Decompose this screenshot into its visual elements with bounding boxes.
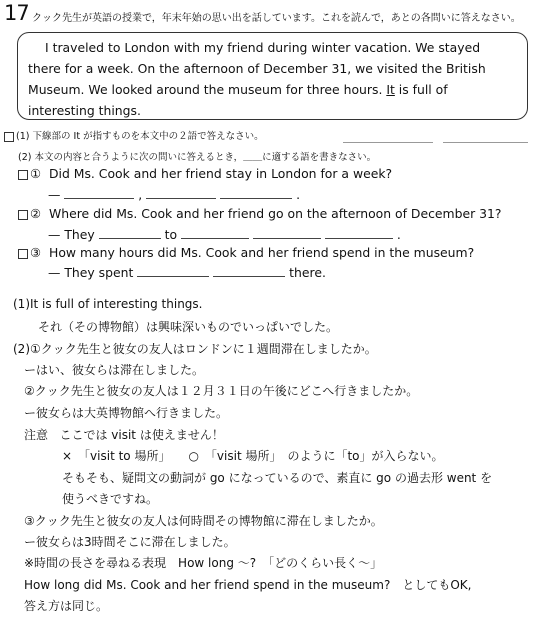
q2-3-text: How many hours did Ms. Cook and her friend spend in the museum? <box>49 245 475 260</box>
checkbox-icon <box>4 132 14 142</box>
q2-1-text: Did Ms. Cook and her friend stay in London for a week? <box>49 166 393 181</box>
comma: , <box>138 187 143 202</box>
period: . <box>396 227 401 242</box>
note-text: ここでは visit は使えません！ <box>59 428 224 442</box>
answer-2-1-question: (2)①クック先生と彼女の友人はロンドンに１週間滞在しましたか。 <box>13 342 377 356</box>
dash: — <box>48 187 61 202</box>
blank[interactable] <box>181 226 249 239</box>
q2-label: (2) <box>18 152 32 163</box>
answer-2-3-question: ③クック先生と彼女の友人は何時間その博物館に滞在しましたか。 <box>24 514 383 528</box>
answer-2-2 <box>48 226 401 242</box>
passage-line-1: I traveled to London with my friend during winter vacation. We stayed <box>45 40 481 55</box>
blank[interactable] <box>253 226 321 239</box>
q2-text: 本文の内容と合うように次の問いに答えるとき，＿＿に適する語を書きなさい。 <box>34 152 377 163</box>
answer-1: (1)It is full of interesting things. <box>13 297 203 311</box>
note-line-3: 使うべきですね。 <box>62 492 159 506</box>
answer-blank-1b[interactable] <box>443 142 528 143</box>
answer-blank-1a[interactable] <box>343 142 433 143</box>
alternative: How long did Ms. Cook and her friend spend in the museum? としてもOK, <box>24 578 472 592</box>
passage-text: Museum. We looked around the museum for three hours. <box>28 82 387 97</box>
there: there. <box>289 265 326 280</box>
q2-2-num: ② <box>30 206 42 221</box>
passage-line-3 <box>28 79 448 100</box>
note <box>24 426 224 443</box>
question-2 <box>18 149 376 163</box>
dash: — They spent <box>48 265 134 280</box>
blank[interactable] <box>64 186 134 199</box>
question-2-2 <box>18 206 501 221</box>
question-2-1 <box>18 166 392 181</box>
blank[interactable] <box>146 186 216 199</box>
answer-2-2-response: ー彼女らは大英博物館へ行きました。 <box>24 406 229 420</box>
answer-2-1 <box>48 186 300 202</box>
checkbox-icon <box>18 170 28 180</box>
passage-line-2: there for a week. On the afternoon of December 31, we visited the British <box>28 61 486 76</box>
blank[interactable] <box>220 186 292 199</box>
q1-text: 下線部の It が指すものを本文中の２語で答えなさい。 <box>32 131 264 142</box>
checkbox-icon <box>18 249 28 259</box>
period: . <box>296 187 301 202</box>
note-line-2: そもそも、疑問文の動詞が go になっているので、素直に go の過去形 went を <box>62 471 493 485</box>
instruction-text: クック先生が英語の授業で，年末年始の思い出を話しています。これを読んで，あとの各問いに答えなさい。 <box>32 13 521 24</box>
alternative-note: 答え方は同じ。 <box>24 599 109 613</box>
q1-label: (1) <box>16 131 30 142</box>
blank[interactable] <box>213 264 285 277</box>
checkbox-icon <box>18 210 28 220</box>
answer-2-3 <box>48 264 326 280</box>
question-number: 17 <box>4 1 29 25</box>
answer-2-2-question: ②クック先生と彼女の友人は１２月３１日の午後にどこへ行きましたか。 <box>24 384 419 398</box>
answer-2-3-response: ー彼女らは3時間そこに滞在しました。 <box>24 535 236 549</box>
note-comparison: × 「visit to 場所」 ○ 「visit 場所」 のように「to」が入らない。 <box>62 449 444 463</box>
dash: — They <box>48 227 95 242</box>
passage-line-4: interesting things. <box>28 103 141 118</box>
note-label: 注意 <box>24 428 49 442</box>
underlined-it: It <box>386 82 395 97</box>
tip: ※時間の長さを尋ねる表現 How long ～? 「どのくらい長く～」 <box>24 556 383 570</box>
blank[interactable] <box>99 226 161 239</box>
answer-1-translation: それ（その博物館）は興味深いものでいっぱいでした。 <box>38 320 339 334</box>
q2-1-num: ① <box>30 166 42 181</box>
passage-text: is full of <box>394 82 448 97</box>
question-1 <box>4 128 264 142</box>
to: to <box>164 227 178 242</box>
question-2-3 <box>18 245 474 260</box>
blank[interactable] <box>137 264 209 277</box>
answer-2-1-response: ーはい、彼女らは滞在しました。 <box>24 363 205 377</box>
q2-2-text: Where did Ms. Cook and her friend go on the afternoon of December 31? <box>49 206 502 221</box>
blank[interactable] <box>325 226 393 239</box>
q2-3-num: ③ <box>30 245 42 260</box>
